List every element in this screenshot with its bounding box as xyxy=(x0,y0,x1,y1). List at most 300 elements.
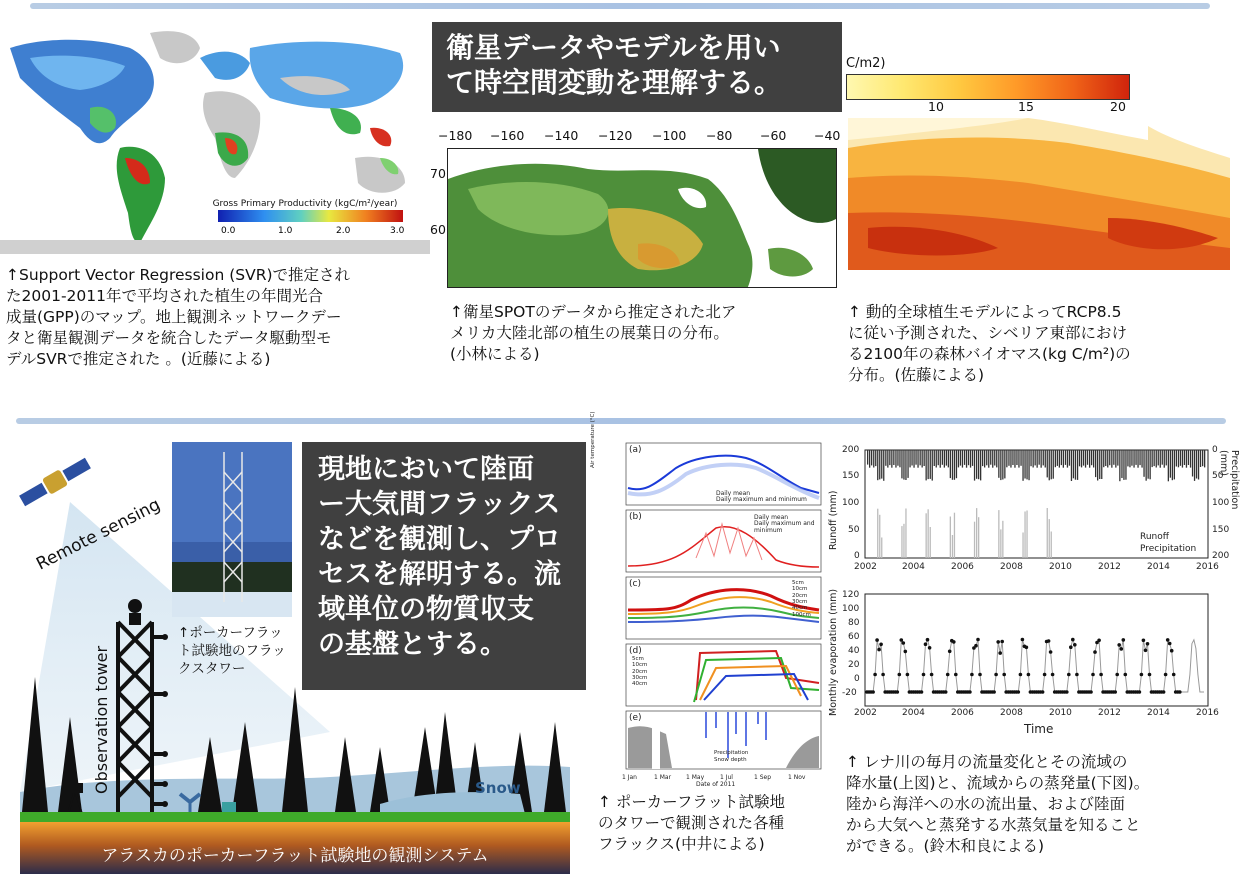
precip-bar xyxy=(1014,450,1015,468)
precip-bar xyxy=(1004,450,1005,478)
precip-bar xyxy=(869,450,870,468)
precip-bar xyxy=(1071,450,1072,481)
evap-xtick: 2014 xyxy=(1147,708,1170,718)
precip-bar xyxy=(907,450,908,478)
flux-legend: 10cm xyxy=(792,586,808,593)
runoff-xtick: 2006 xyxy=(951,562,974,572)
flux-xtick: 1 Jul xyxy=(720,774,733,781)
precip-bar xyxy=(1174,450,1175,479)
precip-bar xyxy=(966,450,967,468)
precip-bar xyxy=(954,450,955,480)
caption-biomass-line: ↑ 動的全球植生モデルによってRCP8.5 xyxy=(848,303,1122,321)
precip-bar xyxy=(1156,450,1157,468)
precip-bar xyxy=(990,450,991,465)
precip-bar xyxy=(897,450,898,466)
precip-bar xyxy=(956,450,957,478)
precip-bar xyxy=(996,450,997,467)
caption-gpp-line: デルSVRで推定された 。(近藤による) xyxy=(6,349,271,368)
runoff-xtick: 2016 xyxy=(1196,562,1219,572)
evap-point xyxy=(1073,643,1077,647)
precip-bar xyxy=(873,450,874,468)
evap-point xyxy=(1124,673,1128,677)
precip-bar xyxy=(1141,450,1142,468)
precip-bar xyxy=(1093,450,1094,468)
runoff-bar xyxy=(998,510,999,558)
precip-bar xyxy=(1002,450,1003,480)
runoff-ytick-right: 200 xyxy=(1212,551,1230,561)
tower-photo-caption-line: ト試験地のフラッ xyxy=(178,642,286,659)
precip-bar xyxy=(1137,450,1138,468)
runoff-bar xyxy=(1024,512,1025,559)
runoff-ytick-right: 0 xyxy=(1212,445,1218,455)
caption-gpp-line: タと衛星観測データを統合したデータ駆動型モ xyxy=(6,328,332,347)
vswc-legend xyxy=(632,656,647,688)
precip-bar xyxy=(1069,450,1070,466)
gpp-world-map xyxy=(0,18,430,258)
precip-bar xyxy=(1059,450,1060,468)
runoff-bar xyxy=(926,513,927,558)
caption-gpp-line: た2001-2011年で平均された植生の年間光合 xyxy=(6,286,323,305)
precip-bar xyxy=(871,450,872,465)
evap-point xyxy=(974,644,978,648)
precip-bar xyxy=(867,450,868,465)
gpp-tick-1: 1.0 xyxy=(278,226,293,236)
observation-title-line: などを観測し、プロ xyxy=(318,524,561,556)
precip-bar xyxy=(1202,450,1203,466)
evap-xlabel: Time xyxy=(1024,722,1054,736)
flux-legend: 30cm xyxy=(632,674,648,681)
precip-bar xyxy=(1178,450,1179,467)
spot-lon-tick: −120 xyxy=(598,128,633,143)
flux-panel-letter: (b) xyxy=(629,512,642,522)
caption-lena xyxy=(846,752,1238,857)
flux-legend: 5cm xyxy=(792,580,804,586)
evap-xtick: 2004 xyxy=(902,708,925,718)
evaporation-chart xyxy=(828,590,1242,740)
gpp-colorbar xyxy=(218,210,403,222)
evap-point xyxy=(954,673,958,677)
evap-point xyxy=(1115,673,1119,677)
caption-lena-line: 降水量(上図)と、流域からの蒸発量(下図)。 xyxy=(846,773,1150,792)
evap-point xyxy=(875,638,879,642)
flux-legend: Daily maximum and minimum xyxy=(716,496,807,503)
evap-svg xyxy=(828,590,1242,740)
precip-bar xyxy=(1055,450,1056,467)
caption-flux-line: ↑ ポーカーフラット試験地 xyxy=(598,793,786,811)
precip-bar xyxy=(1139,450,1140,465)
flux-legend: Daily maximum and minimum xyxy=(754,520,815,534)
precip-bar xyxy=(968,450,969,465)
precip-bar xyxy=(1117,450,1118,466)
evap-point xyxy=(928,646,932,650)
runoff-bar xyxy=(930,527,931,558)
evap-point xyxy=(904,650,908,654)
runoff-xtick: 2004 xyxy=(902,562,925,572)
spot-leafout-map xyxy=(447,148,837,288)
evap-point xyxy=(970,673,974,677)
precip-bar xyxy=(1051,450,1052,479)
spot-lat-tick: 70 xyxy=(430,166,446,181)
precip-bar xyxy=(917,450,918,468)
precip-bar xyxy=(1188,450,1189,465)
runoff-ytick-right: 100 xyxy=(1212,498,1230,508)
evap-point xyxy=(926,638,930,642)
precip-bar xyxy=(1067,450,1068,468)
precip-bar xyxy=(1152,450,1153,467)
precip-bar xyxy=(1081,450,1082,467)
precip-bar xyxy=(1030,450,1031,466)
evap-point xyxy=(944,690,948,694)
caption-biomass-line: る2100年の森林バイオマス(kg C/m²)の xyxy=(848,344,1131,363)
evap-point xyxy=(1140,673,1144,677)
runoff-ytick-right: 50 xyxy=(1212,471,1224,481)
precip-bar xyxy=(889,450,890,465)
precip-bar xyxy=(1000,450,1001,480)
precip-bar xyxy=(1196,450,1197,479)
runoff-ytick: 50 xyxy=(848,525,860,535)
caption-spot-line: (小林による) xyxy=(450,344,540,363)
precip-bar xyxy=(1143,450,1144,477)
precip-bar xyxy=(1168,450,1169,481)
evap-point xyxy=(1049,650,1053,654)
spot-lon-tick: −180 xyxy=(438,128,473,143)
spot-lon-tick: −140 xyxy=(544,128,579,143)
evap-xtick: 2016 xyxy=(1196,708,1219,718)
spot-lon-tick: −60 xyxy=(760,128,787,143)
runoff-bar xyxy=(978,517,979,558)
evap-point xyxy=(1142,639,1146,643)
evap-point xyxy=(920,690,924,694)
evap-point xyxy=(1146,642,1150,646)
precip-bar xyxy=(982,450,983,466)
flux-tower-photo xyxy=(172,442,292,617)
precip-bar xyxy=(1170,450,1171,478)
runoff-bar xyxy=(1049,519,1050,558)
precip-bar xyxy=(1158,450,1159,465)
precip-bar xyxy=(1037,450,1038,468)
evap-ytick: 0 xyxy=(854,674,860,684)
flux-legend: 20cm xyxy=(632,668,648,675)
flux-legend: 20cm xyxy=(792,592,808,599)
precip-bar xyxy=(1033,450,1034,468)
tower-photo-caption xyxy=(178,625,286,678)
precip-bar xyxy=(932,450,933,481)
precip-bar xyxy=(934,450,935,466)
precip-bar xyxy=(958,450,959,467)
runoff-bar xyxy=(905,509,906,559)
biomass-tick: 20 xyxy=(1110,99,1126,114)
precip-bar xyxy=(1049,450,1050,480)
caption-lena-line: から大気へと蒸発する水蒸気量を知ること xyxy=(846,815,1141,834)
evap-point xyxy=(1021,638,1025,642)
flux-legend: Daily mean xyxy=(716,490,751,497)
flux-legend: Precipitation xyxy=(714,750,749,756)
precip-bar xyxy=(1095,450,1096,477)
gpp-tick-0: 0.0 xyxy=(221,226,236,236)
precip-bar xyxy=(962,450,963,468)
evap-point xyxy=(896,690,900,694)
precip-bar xyxy=(1160,450,1161,468)
precip-bar xyxy=(926,450,927,480)
precip-bar xyxy=(913,450,914,468)
evap-point xyxy=(1148,673,1152,677)
biomass-tick: 10 xyxy=(928,99,944,114)
runoff-ytick: 0 xyxy=(854,551,860,561)
runoff-bar xyxy=(976,508,977,558)
top-title-line: 衛星データやモデルを用い xyxy=(446,31,781,64)
evap-line xyxy=(867,640,1204,693)
evap-point xyxy=(948,650,952,654)
runoff-bar xyxy=(928,509,929,558)
observation-title-line: 域単位の物質収支 xyxy=(318,594,534,626)
precip-bar xyxy=(1109,450,1110,465)
precip-bar xyxy=(944,450,945,468)
runoff-ytick-right: 150 xyxy=(1212,525,1230,535)
precip-bar xyxy=(1194,450,1195,481)
precip-bar xyxy=(1129,450,1130,467)
precip-bar xyxy=(1020,450,1021,466)
precip-bar xyxy=(1119,450,1120,481)
flux-legend: 100cm xyxy=(792,611,811,618)
precip-bar xyxy=(1146,450,1147,481)
precip-bar xyxy=(928,450,929,479)
evap-point xyxy=(996,640,1000,644)
evap-point xyxy=(1041,690,1045,694)
precip-bar xyxy=(1018,450,1019,468)
precip-bar xyxy=(936,450,937,468)
runoff-ytick: 100 xyxy=(842,498,860,508)
precip-bar xyxy=(924,450,925,466)
precip-bar xyxy=(1073,450,1074,478)
flux-timeseries-figure xyxy=(590,411,832,788)
caption-lena-line: 陸から海洋への水の流出量、および陸面 xyxy=(846,794,1126,813)
precip-bar xyxy=(974,450,975,481)
tower-photo-image xyxy=(172,442,292,617)
precip-bar xyxy=(1190,450,1191,468)
caption-gpp xyxy=(6,265,426,370)
spot-map-image xyxy=(448,149,836,287)
precip-bar xyxy=(1026,450,1027,479)
precip-bar xyxy=(1125,450,1126,480)
evap-point xyxy=(978,673,982,677)
evap-point xyxy=(1051,673,1055,677)
evap-point xyxy=(1172,673,1176,677)
precip-bar xyxy=(994,450,995,466)
precip-bar xyxy=(946,450,947,466)
precip-bar xyxy=(976,450,977,479)
evap-point xyxy=(1113,690,1117,694)
evap-ytick: 120 xyxy=(842,590,860,600)
precip-bar xyxy=(909,450,910,467)
precip-bar xyxy=(1105,450,1106,466)
evap-point xyxy=(1075,673,1079,677)
soil-temp-legend xyxy=(792,580,811,618)
caption-biomass xyxy=(848,302,1233,386)
flux-legend: 40cm xyxy=(792,605,808,612)
evap-point xyxy=(1017,690,1021,694)
evap-ytick: 80 xyxy=(848,618,860,628)
precip-bar xyxy=(891,450,892,468)
runoff-bar xyxy=(881,538,882,559)
evap-point xyxy=(1170,649,1174,653)
precip-bar xyxy=(1115,450,1116,468)
precip-bar xyxy=(1186,450,1187,468)
biomass-colorbar xyxy=(846,74,1130,100)
precip-bar xyxy=(1133,450,1134,468)
evap-point xyxy=(1097,639,1101,643)
runoff-bar xyxy=(877,509,878,558)
evap-point xyxy=(922,673,926,677)
precip-bar xyxy=(895,450,896,468)
precip-bar xyxy=(1148,450,1149,479)
snow-label: Snow xyxy=(475,779,521,797)
evap-point xyxy=(1000,640,1004,644)
flux-legend: 40cm xyxy=(632,681,648,688)
caption-biomass-line: に従い予測された、シベリア東部におけ xyxy=(848,323,1128,342)
runoff-legend-runoff: Runoff xyxy=(1140,532,1169,542)
caption-biomass-line: 分布。(佐藤による) xyxy=(848,365,985,384)
precip-bar xyxy=(1097,450,1098,481)
flux-xtick: 1 Sep xyxy=(754,774,772,781)
caption-spot-line: メリカ大陸北部の植生の展葉日の分布。 xyxy=(450,323,729,342)
evap-point xyxy=(1168,642,1172,646)
precip-bar xyxy=(1198,450,1199,480)
precip-bar xyxy=(1172,450,1173,480)
runoff-xtick: 2002 xyxy=(854,562,877,572)
runoff-bar xyxy=(1047,508,1048,558)
precip-bar xyxy=(1043,450,1044,465)
evap-xtick: 2008 xyxy=(1000,708,1023,718)
spot-lon-tick: −100 xyxy=(652,128,687,143)
precip-bar xyxy=(1123,450,1124,480)
caption-flux xyxy=(598,792,838,855)
system-banner: アラスカのポーカーフラット試験地の観測システム xyxy=(101,846,489,866)
precip-bar xyxy=(1204,450,1205,467)
evap-ytick: 60 xyxy=(848,632,860,642)
precip-bar xyxy=(1041,450,1042,468)
flux-xtick: 1 Jan xyxy=(622,774,637,781)
precip-bar xyxy=(879,450,880,479)
precip-bar xyxy=(1024,450,1025,479)
evap-point xyxy=(1166,638,1170,642)
observation-title-box xyxy=(302,442,586,690)
precip-bar xyxy=(1047,450,1048,477)
biomass-unit-label: C/m2) xyxy=(846,56,886,71)
precip-bar xyxy=(1101,450,1102,479)
evap-point xyxy=(1162,690,1166,694)
gpp-tick-3: 3.0 xyxy=(390,226,405,236)
precip-bar xyxy=(1061,450,1062,465)
evap-point xyxy=(1178,690,1182,694)
runoff-bar xyxy=(903,524,904,558)
precip-bar xyxy=(1166,450,1167,465)
flux-panel-letter: (a) xyxy=(629,445,642,455)
runoff-bar xyxy=(1022,533,1023,559)
precip-bar xyxy=(877,450,878,480)
runoff-svg xyxy=(828,440,1242,580)
flux-ylabel: Air temperature (°C) xyxy=(590,411,596,468)
evap-ytick: 100 xyxy=(842,604,860,614)
tower-photo-caption-line: ↑ポーカーフラッ xyxy=(178,625,283,641)
precip-bar xyxy=(1164,450,1165,468)
evap-point xyxy=(1047,639,1051,643)
precip-bar xyxy=(885,450,886,466)
precip-bar xyxy=(1016,450,1017,465)
precip-bar xyxy=(1008,450,1009,466)
caption-flux-line: フラックス(中井による) xyxy=(598,834,765,853)
precip-bar xyxy=(903,450,904,480)
precip-bar xyxy=(1012,450,1013,465)
caption-lena-line: ができる。(鈴木和良による) xyxy=(846,836,1045,855)
evap-point xyxy=(1093,650,1097,654)
tower-photo-caption-line: クスタワー xyxy=(178,660,246,677)
precip-bar xyxy=(893,450,894,465)
runoff-bar xyxy=(950,517,951,559)
precip-bar xyxy=(1113,450,1114,465)
precip-bar xyxy=(1028,450,1029,480)
precip-bar xyxy=(1200,450,1201,467)
precip-bar xyxy=(1162,450,1163,465)
precip-bar xyxy=(988,450,989,468)
runoff-ylabel: Runoff (mm) xyxy=(828,490,839,550)
precip-bar xyxy=(1111,450,1112,468)
precip-bar xyxy=(1087,450,1088,465)
precip-bar xyxy=(1057,450,1058,466)
evap-point xyxy=(881,673,885,677)
biomass-siberia-map xyxy=(848,118,1230,270)
precip-bar xyxy=(1131,450,1132,466)
evap-point xyxy=(1027,673,1031,677)
observation-title-line: ー大気間フラックス xyxy=(318,489,561,521)
precip-bar xyxy=(1065,450,1066,465)
observation-tower-label: Observation tower xyxy=(92,645,111,794)
biomass-tick: 15 xyxy=(1018,99,1034,114)
caption-gpp-line: 成量(GPP)のマップ。地上観測ネットワークデー xyxy=(6,307,342,326)
observation-title-line: 現地において陸面 xyxy=(318,454,534,485)
middle-divider xyxy=(16,418,1226,424)
flux-panel-letter: (c) xyxy=(629,579,641,589)
precip-bar xyxy=(1010,450,1011,468)
precip-bar xyxy=(938,450,939,465)
precip-bar xyxy=(1099,450,1100,479)
precip-bar xyxy=(1045,450,1046,468)
evap-xtick: 2012 xyxy=(1098,708,1121,718)
precip-bar xyxy=(980,450,981,480)
precip-bar xyxy=(992,450,993,468)
precip-bar xyxy=(1063,450,1064,468)
satellite-icon xyxy=(18,455,93,509)
evap-point xyxy=(1117,643,1121,647)
evap-ytick: 20 xyxy=(848,660,860,670)
evap-point xyxy=(946,673,950,677)
flux-xlabel: Date of 2011 xyxy=(696,781,736,788)
top-title-line: て時空間変動を理解する。 xyxy=(446,66,783,99)
precip-bar xyxy=(1150,450,1151,479)
precip-bar xyxy=(1103,450,1104,467)
precip-bar xyxy=(1182,450,1183,468)
caption-spot-line: ↑衛星SPOTのデータから推定された北ア xyxy=(450,303,737,321)
evap-xtick: 2006 xyxy=(951,708,974,718)
precip-bar xyxy=(1075,450,1076,480)
runoff-xtick: 2012 xyxy=(1098,562,1121,572)
runoff-xtick: 2010 xyxy=(1049,562,1072,572)
runoff-bar xyxy=(1051,532,1052,559)
precip-bar xyxy=(1006,450,1007,467)
precip-bar xyxy=(1022,450,1023,481)
gpp-legend-title: Gross Primary Productivity (kgC/m²/year) xyxy=(212,199,398,209)
evap-point xyxy=(1138,690,1142,694)
evap-ytick: -20 xyxy=(842,688,857,698)
